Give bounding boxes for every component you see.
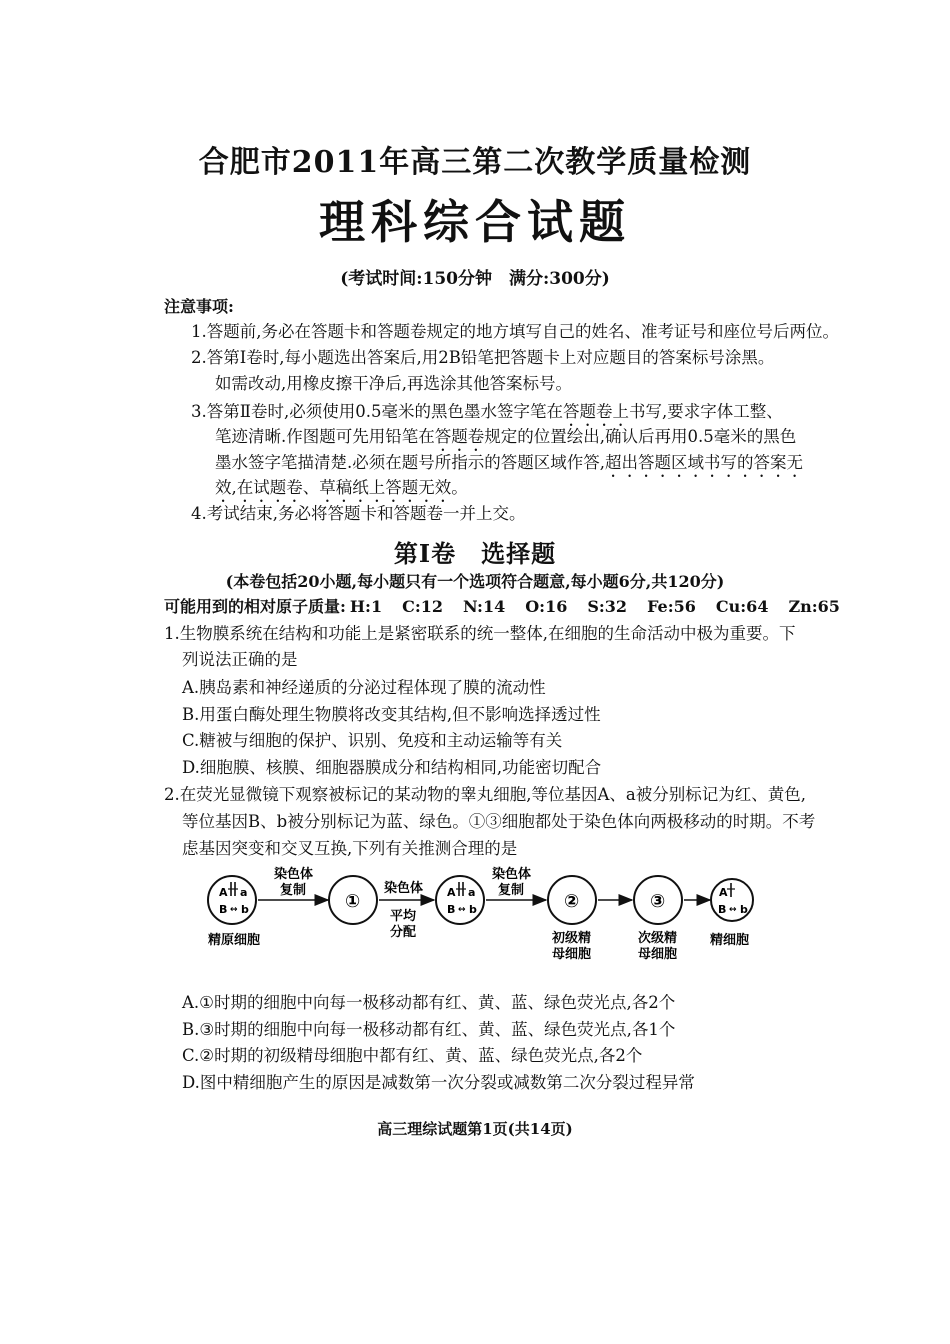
spermatogonium-cell bbox=[208, 876, 256, 924]
svg-text:↔: ↔ bbox=[230, 905, 238, 915]
q2-option-b: B.③时期的细胞中向每一极移动都有红、黄、蓝、绿色荧光点,各1个 bbox=[182, 1020, 676, 1039]
atomic-masses bbox=[164, 594, 860, 617]
arrow2-label-top: 染色体 bbox=[384, 881, 424, 896]
notice-line-5-part-a: 笔迹清晰.作图题可先用铅笔在 bbox=[215, 427, 435, 446]
atom-c: C:12 bbox=[402, 597, 443, 616]
q2-stem-line-3: 虑基因突变和交叉互换,下列有关推测合理的是 bbox=[182, 839, 518, 858]
notice-line-8: 4.考试结束,务必将答题卡和答题卷一并上交。 bbox=[191, 504, 526, 523]
page-footer: 高三理综试题第1页(共14页) bbox=[377, 1120, 573, 1138]
arrow1-label-bottom: 复制 bbox=[280, 883, 307, 898]
q2-option-d: D.图中精细胞产生的原因是减数第一次分裂或减数第二次分裂过程异常 bbox=[182, 1073, 695, 1092]
notice-line-2: 2.答第Ⅰ卷时,每小题选出答案后,用2B铅笔把答题卡上对应题目的答案标号涂黑。 bbox=[191, 348, 775, 367]
notice-line-5-emphasis: 答题卷 bbox=[434, 427, 485, 446]
notice-line-1: 1.答题前,务必在答题卡和答题卷规定的地方填写自己的姓名、准考证号和座位号后两位。 bbox=[191, 322, 839, 341]
gene-b-lower-3: b bbox=[740, 903, 748, 916]
q1-option-d: D.细胞膜、核膜、细胞器膜成分和结构相同,功能密切配合 bbox=[182, 758, 602, 777]
notice-line-7-end: 。 bbox=[451, 478, 468, 497]
arrow2-label-under-1: 平均 bbox=[390, 909, 417, 924]
notice-line-6-part-a: 墨水签字笔描清楚.必须在题号所指示的答题区域作答, bbox=[215, 453, 605, 472]
notice-line-4-part-c: 书写,要求字体工整、 bbox=[628, 402, 783, 421]
q1-option-b: B.用蛋白酶处理生物膜将改变其结构,但不影响选择透过性 bbox=[182, 705, 601, 724]
notice-line-3: 如需改动,用橡皮擦干净后,再选涂其他答案标号。 bbox=[215, 374, 572, 393]
q2-option-a: A.①时期的细胞中向每一极移动都有红、黄、蓝、绿色荧光点,各2个 bbox=[182, 993, 676, 1012]
atom-o: O:16 bbox=[525, 597, 568, 616]
cell-2-label: ② bbox=[564, 891, 580, 912]
q2-stem-line-2: 等位基因B、b被分别标记为蓝、绿色。①③细胞都处于染色体向两极移动的时期。不考 bbox=[182, 812, 816, 831]
arrow3-label-bottom: 复制 bbox=[498, 883, 525, 898]
gene-a-upper-3: A bbox=[719, 886, 728, 899]
q1-stem-line-1: 1.生物膜系统在结构和功能上是紧密联系的统一整体,在细胞的生命活动中极为重要。下 bbox=[164, 624, 796, 643]
arrow1-label-top: 染色体 bbox=[274, 867, 314, 882]
svg-text:↔: ↔ bbox=[458, 905, 466, 915]
atomic-masses-label: 可能用到的相对原子质量: bbox=[164, 597, 346, 616]
arrow2-label-under-2: 分配 bbox=[390, 925, 417, 940]
q1-option-a: A.胰岛素和神经递质的分泌过程体现了膜的流动性 bbox=[182, 678, 546, 697]
arrow3-label-top: 染色体 bbox=[492, 867, 532, 882]
atom-cu: Cu:64 bbox=[715, 597, 769, 616]
label-sperm: 精细胞 bbox=[710, 933, 750, 948]
q1-stem-line-2: 列说法正确的是 bbox=[182, 650, 298, 669]
notice-line-4-emphasis: 答题卷上 bbox=[562, 402, 629, 421]
cell-3-label: ③ bbox=[650, 891, 666, 912]
q2-stem-line-1: 2.在荧光显微镜下观察被标记的某动物的睾丸细胞,等位基因A、a被分别标记为红、黄色, bbox=[164, 785, 806, 804]
exam-title: 合肥市2011年高三第二次教学质量检测 bbox=[198, 145, 752, 180]
notice-label: 注意事项: bbox=[164, 297, 234, 316]
gene-a-upper-1: A bbox=[219, 886, 228, 899]
meiosis-diagram bbox=[190, 858, 780, 968]
gene-b-upper-2: B bbox=[447, 903, 456, 916]
q2-option-c: C.②时期的初级精母细胞中都有红、黄、蓝、绿色荧光点,各2个 bbox=[182, 1046, 643, 1065]
atom-fe: Fe:56 bbox=[647, 597, 696, 616]
cell-1-label: ① bbox=[345, 891, 361, 912]
gene-a-lower-2: a bbox=[468, 886, 476, 899]
atom-h: H:1 bbox=[349, 597, 383, 616]
notice-line-6-emphasis: 超出答题区域书写的答案无 bbox=[605, 453, 803, 472]
gene-b-lower-2: b bbox=[469, 903, 477, 916]
gene-a-upper-2: A bbox=[447, 886, 456, 899]
gene-b-upper-3: B bbox=[718, 903, 727, 916]
notice-line-5-part-c: 规定的位置绘出,确认后再用0.5毫米的黑色 bbox=[484, 427, 797, 446]
atom-n: N:14 bbox=[462, 597, 506, 616]
q1-option-c: C.糖被与细胞的保护、识别、免疫和主动运输等有关 bbox=[182, 731, 563, 750]
section-note: (本卷包括20小题,每小题只有一个选项符合题意,每小题6分,共120分) bbox=[225, 572, 725, 591]
sperm-cell bbox=[711, 879, 753, 921]
label-primary-spermatocyte-1: 初级精 bbox=[552, 931, 592, 946]
gene-b-upper-1: B bbox=[219, 903, 228, 916]
section-title: 第Ⅰ卷 选择题 bbox=[393, 539, 557, 568]
gene-a-lower-1: a bbox=[240, 886, 248, 899]
svg-text:↔: ↔ bbox=[729, 905, 737, 915]
label-primary-spermatocyte-2: 母细胞 bbox=[552, 947, 592, 962]
exam-time-info: (考试时间:150分钟 满分:300分) bbox=[340, 269, 610, 289]
notice-line-7-emphasis: 效,在试题卷、草稿纸上答题无效 bbox=[215, 478, 452, 497]
label-secondary-spermatocyte-1: 次级精 bbox=[638, 931, 678, 946]
atom-s: S:32 bbox=[587, 597, 628, 616]
gene-b-lower-1: b bbox=[241, 903, 249, 916]
label-secondary-spermatocyte-2: 母细胞 bbox=[638, 947, 678, 962]
intermediate-cell bbox=[436, 876, 484, 924]
exam-subtitle: 理科综合试题 bbox=[319, 195, 631, 249]
notice-line-4-part-a: 3.答第Ⅱ卷时,必须使用0.5毫米的黑色墨水签字笔在 bbox=[191, 402, 563, 421]
atom-zn: Zn:65 bbox=[788, 597, 840, 616]
label-spermatogonium: 精原细胞 bbox=[208, 933, 261, 948]
